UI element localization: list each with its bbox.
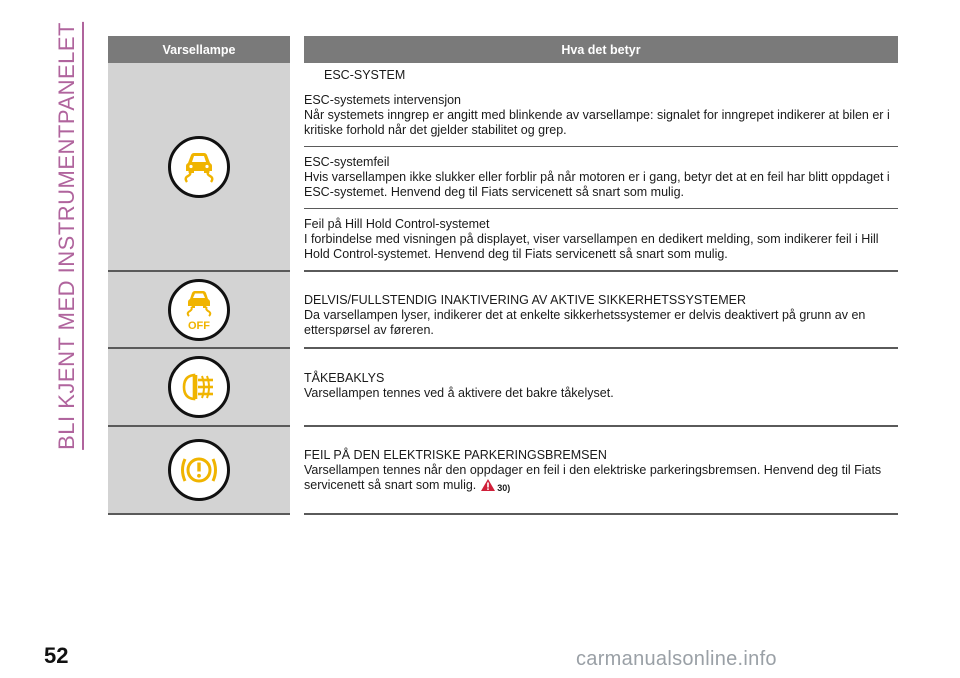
parking-brake-fault-icon: [168, 439, 230, 501]
warning-lights-table: [108, 36, 898, 515]
side-chapter-title: [48, 22, 90, 450]
header-warning-light: Varsellampe: [108, 36, 297, 63]
header-meaning: Hva det betyr: [297, 36, 898, 63]
block-heading: ESC-systemets intervensjon: [304, 93, 462, 107]
block-heading: Feil på Hill Hold Control-systemet: [304, 217, 490, 231]
page-number: 52: [44, 643, 69, 668]
block-text: Hvis varsellampen ikke slukker eller forblir på når motoren er i gang, betyr det at en feil har blitt oppdaget i ESC-systemet. Henvend deg til Fiats servicenett så snart som mulig.: [304, 170, 890, 199]
off-label: OFF: [188, 319, 210, 331]
rear-fog-light-icon: [168, 356, 230, 418]
table-row: [108, 426, 898, 514]
icon-cell: [108, 426, 297, 514]
table-row: [108, 348, 898, 426]
meaning-cell: [297, 348, 898, 426]
icon-cell: [108, 271, 297, 348]
block-text: I forbindelse med visningen på displayet, viser varsellampen en dedikert melding, som indikerer feil i Hill Hold Control-systemet. Henvend deg til Fiats servicenett så snart som mulig.: [304, 232, 879, 261]
icon-cell: [108, 63, 297, 271]
table-row: [108, 271, 898, 348]
text-block: [304, 147, 898, 209]
esc-skid-car-icon: [168, 136, 230, 198]
block-text: Varsellampen tennes når den oppdager en feil i den elektriske parkeringsbremsen. Henvend deg til Fiats servicenett så snart som mulig.: [304, 463, 882, 492]
table-header-row: [108, 36, 898, 63]
text-block: [304, 63, 898, 85]
block-heading: FEIL PÅ DEN ELEKTRISKE PARKERINGSBREMSEN: [304, 448, 607, 462]
warning-triangle-icon: [480, 478, 496, 496]
text-block: [304, 272, 898, 338]
block-text: Da varsellampen lyser, indikerer det at enkelte sikkerhetssystemer er delvis deaktivert på grunn av en etterspørsel av føreren.: [304, 308, 866, 337]
side-chapter-title-text: BLI KJENT MED INSTRUMENTPANELET: [54, 22, 84, 450]
block-heading: DELVIS/FULLSTENDIG INAKTIVERING AV AKTIVE SIKKERHETSSYSTEMER: [304, 293, 747, 307]
text-block: [304, 209, 898, 270]
block-text: Varsellampen tennes ved å aktivere det bakre tåkelyset.: [304, 386, 614, 400]
text-block: [304, 85, 898, 147]
block-heading: ESC-SYSTEM: [324, 68, 406, 82]
text-block: [304, 349, 898, 401]
block-text: Når systemets inngrep er angitt med blinkende av varsellampe: signalet for inngrepet indikerer at bilen er i kritiske forhold når det gjelder stabilitet og grep.: [304, 108, 890, 137]
block-heading: ESC-systemfeil: [304, 155, 390, 169]
meaning-cell: [297, 271, 898, 348]
text-block: [304, 427, 898, 496]
footnote-reference[interactable]: 30): [497, 483, 511, 493]
esc-off-icon: [168, 279, 230, 341]
meaning-cell: [297, 426, 898, 514]
meaning-cell: [297, 63, 898, 271]
block-heading: TÅKEBAKLYS: [304, 371, 385, 385]
icon-cell: [108, 348, 297, 426]
table-row: [108, 63, 898, 271]
watermark: carmanualsonline.info: [576, 648, 777, 670]
